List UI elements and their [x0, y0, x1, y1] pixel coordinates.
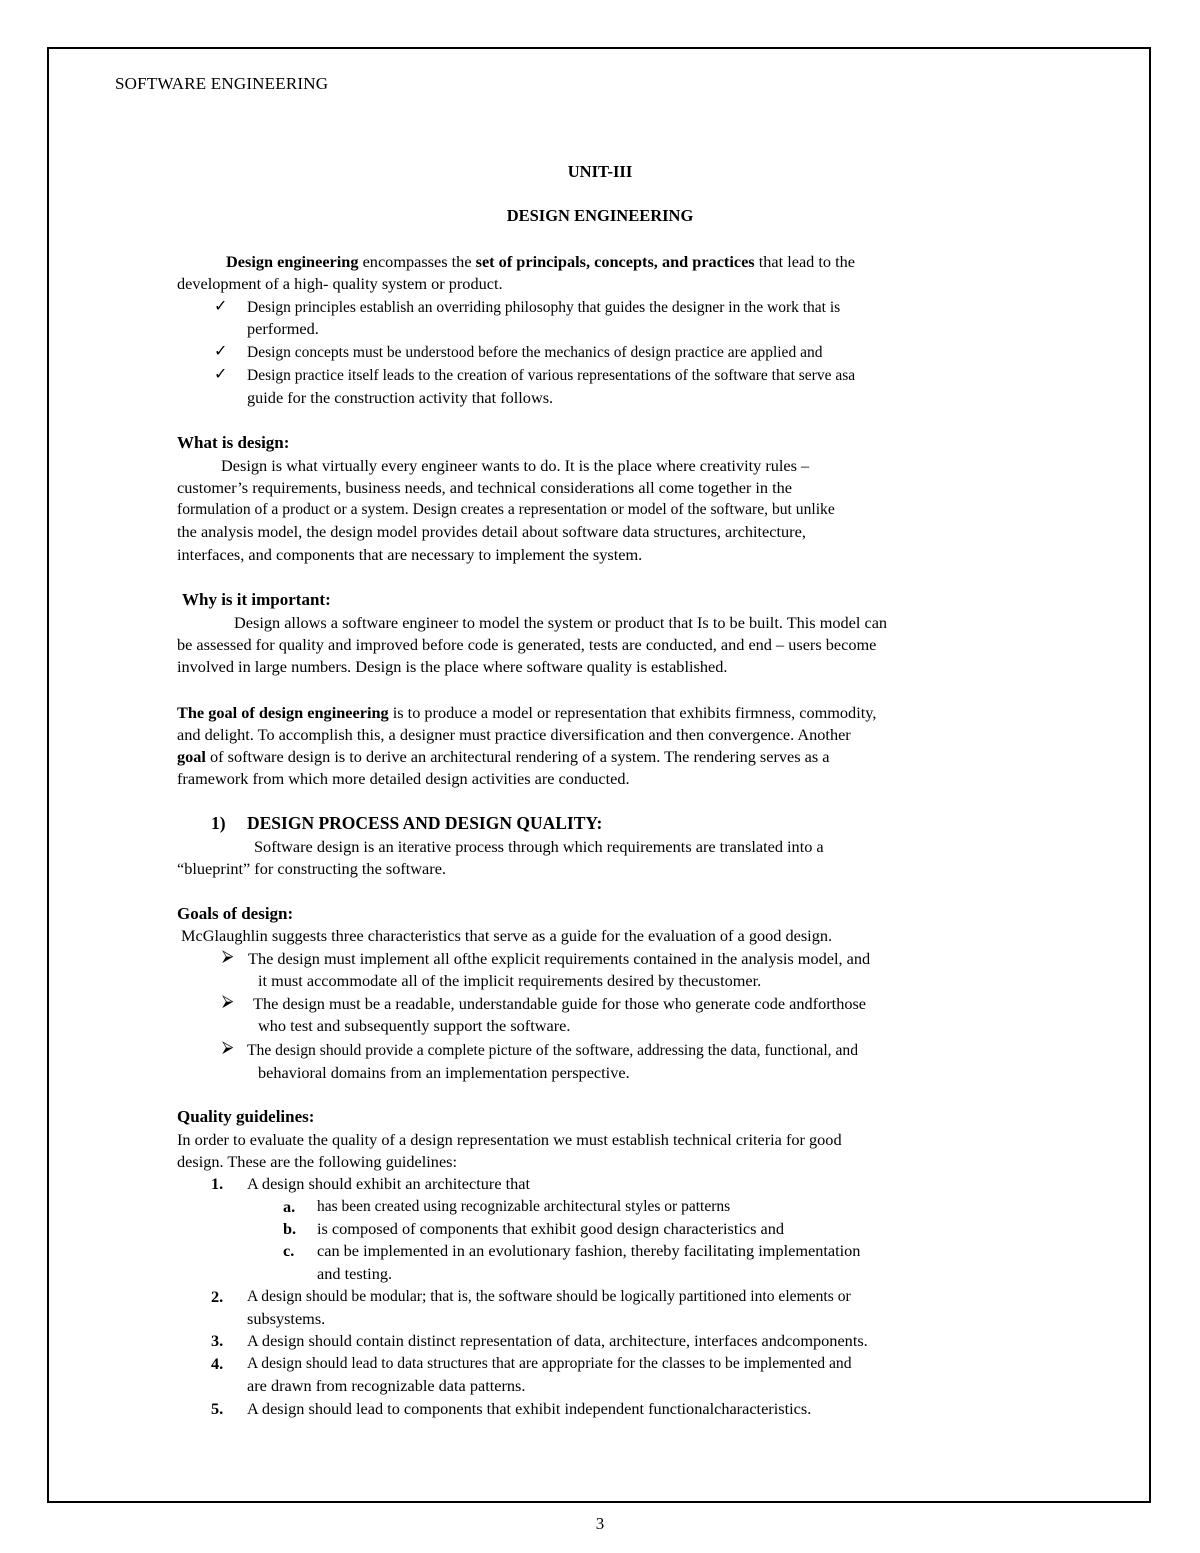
sub-item-a-text: has been created using recognizable architectural styles or patterns [317, 1198, 731, 1215]
quality-line-2: design. These are the following guidelines: [177, 1152, 458, 1171]
quality-item-2-line-1: A design should be modular; that is, the software should be logically partitioned into elements or [247, 1288, 851, 1305]
quality-item-4-line-1: A design should lead to data structures that are appropriate for the classes to be implemented and [247, 1355, 852, 1372]
goal-line-1: The goal of design engineering is to produce a model or representation that exhibits firmness, commodity, [177, 703, 877, 722]
goals-item-3-line-2: behavioral domains from an implementation perspective. [258, 1063, 630, 1082]
checkmark-icon: ✓ [214, 343, 228, 360]
page-title: DESIGN ENGINEERING [506, 206, 694, 225]
what-heading: What is design: [177, 433, 290, 452]
sub-item-c-text-2: and testing. [317, 1264, 393, 1283]
running-header: SOFTWARE ENGINEERING [115, 74, 329, 93]
goals-item-3-line-1: The design should provide a complete picture of the software, addressing the data, functional, and [247, 1042, 858, 1059]
quality-item-2-number: 2. [211, 1287, 224, 1306]
goals-intro: McGlaughlin suggests three characteristics that serve as a guide for the evaluation of a good design. [181, 926, 833, 945]
goals-item-1-line-1: The design must implement all ofthe explicit requirements contained in the analysis model, and [248, 949, 871, 968]
quality-item-5-number: 5. [211, 1399, 224, 1418]
intro-line-2: development of a high- quality system or product. [177, 274, 503, 293]
check-item-1-line-1: Design principles establish an overriding philosophy that guides the designer in the work that is [247, 299, 841, 316]
goals-item-2-line-2: who test and subsequently support the software. [258, 1016, 571, 1035]
check-item-3-line-2: guide for the construction activity that follows. [247, 388, 554, 407]
what-line-5: interfaces, and components that are necessary to implement the system. [177, 545, 643, 564]
arrow-bullet-icon: ⮚ [222, 1039, 234, 1056]
section-heading: DESIGN PROCESS AND DESIGN QUALITY: [247, 813, 603, 833]
quality-line-1: In order to evaluate the quality of a design representation we must establish technical criteria for good [177, 1130, 842, 1149]
why-line-2: be assessed for quality and improved before code is generated, tests are conducted, and end – users become [177, 635, 877, 654]
quality-item-5-line-1: A design should lead to components that exhibit independent functionalcharacteristics. [247, 1399, 812, 1418]
goals-item-1-line-2: it must accommodate all of the implicit requirements desired by thecustomer. [258, 971, 762, 990]
quality-item-3-number: 3. [211, 1331, 224, 1350]
why-line-1: Design allows a software engineer to model the system or product that Is to be built. This model can [234, 613, 888, 632]
quality-item-2-line-2: subsystems. [247, 1309, 326, 1328]
check-item-3-line-1: Design practice itself leads to the creation of various representations of the software that serve asa [247, 367, 856, 384]
unit-title: UNIT-III [567, 162, 633, 181]
sub-item-b-text: is composed of components that exhibit good design characteristics and [317, 1219, 785, 1238]
checkmark-icon: ✓ [214, 298, 228, 315]
why-line-3: involved in large numbers. Design is the place where software quality is established. [177, 657, 728, 676]
sub-item-c-letter: c. [283, 1241, 295, 1260]
quality-item-4-number: 4. [211, 1354, 224, 1373]
what-line-4: the analysis model, the design model provides detail about software data structures, architecture, [177, 522, 806, 541]
checkmark-icon: ✓ [214, 366, 228, 383]
what-line-3: formulation of a product or a system. Design creates a representation or model of the software, but unlike [177, 501, 835, 518]
goals-heading: Goals of design: [177, 904, 294, 923]
quality-heading: Quality guidelines: [177, 1107, 315, 1126]
page-number: 3 [595, 1514, 605, 1533]
what-line-2: customer’s requirements, business needs, and technical considerations all come together in the [177, 478, 793, 497]
goal-line-3: goal of software design is to derive an architectural rendering of a system. The rendering serves as a [177, 747, 830, 766]
section-number: 1) [211, 813, 226, 833]
goals-item-2-line-1: The design must be a readable, understandable guide for those who generate code andforthose [253, 994, 867, 1013]
sub-item-b-letter: b. [283, 1219, 297, 1238]
why-heading: Why is it important: [182, 590, 331, 609]
check-item-2: Design concepts must be understood before the mechanics of design practice are applied and [247, 344, 823, 361]
what-line-1: Design is what virtually every engineer wants to do. It is the place where creativity rules – [221, 456, 810, 475]
quality-item-4-line-2: are drawn from recognizable data patterns. [247, 1376, 526, 1395]
goal-line-2: and delight. To accomplish this, a designer must practice diversification and then convergence. Another [177, 725, 851, 744]
quality-item-1-text: A design should exhibit an architecture that [247, 1174, 531, 1193]
check-item-1-line-2: performed. [247, 319, 319, 338]
intro-line-1: Design engineering encompasses the set of principals, concepts, and practices that lead to the [226, 252, 856, 271]
arrow-bullet-icon: ⮚ [222, 948, 234, 965]
section-line-2: “blueprint” for constructing the software. [177, 859, 446, 878]
goal-line-4: framework from which more detailed design activities are conducted. [177, 769, 630, 788]
sub-item-c-text: can be implemented in an evolutionary fashion, thereby facilitating implementation [317, 1241, 861, 1260]
sub-item-a-letter: a. [283, 1197, 296, 1216]
quality-item-3-line-1: A design should contain distinct representation of data, architecture, interfaces andcomponents. [247, 1331, 868, 1350]
arrow-bullet-icon: ⮚ [222, 993, 234, 1010]
quality-item-1-number: 1. [211, 1174, 224, 1193]
section-line-1: Software design is an iterative process through which requirements are translated into a [254, 837, 824, 856]
